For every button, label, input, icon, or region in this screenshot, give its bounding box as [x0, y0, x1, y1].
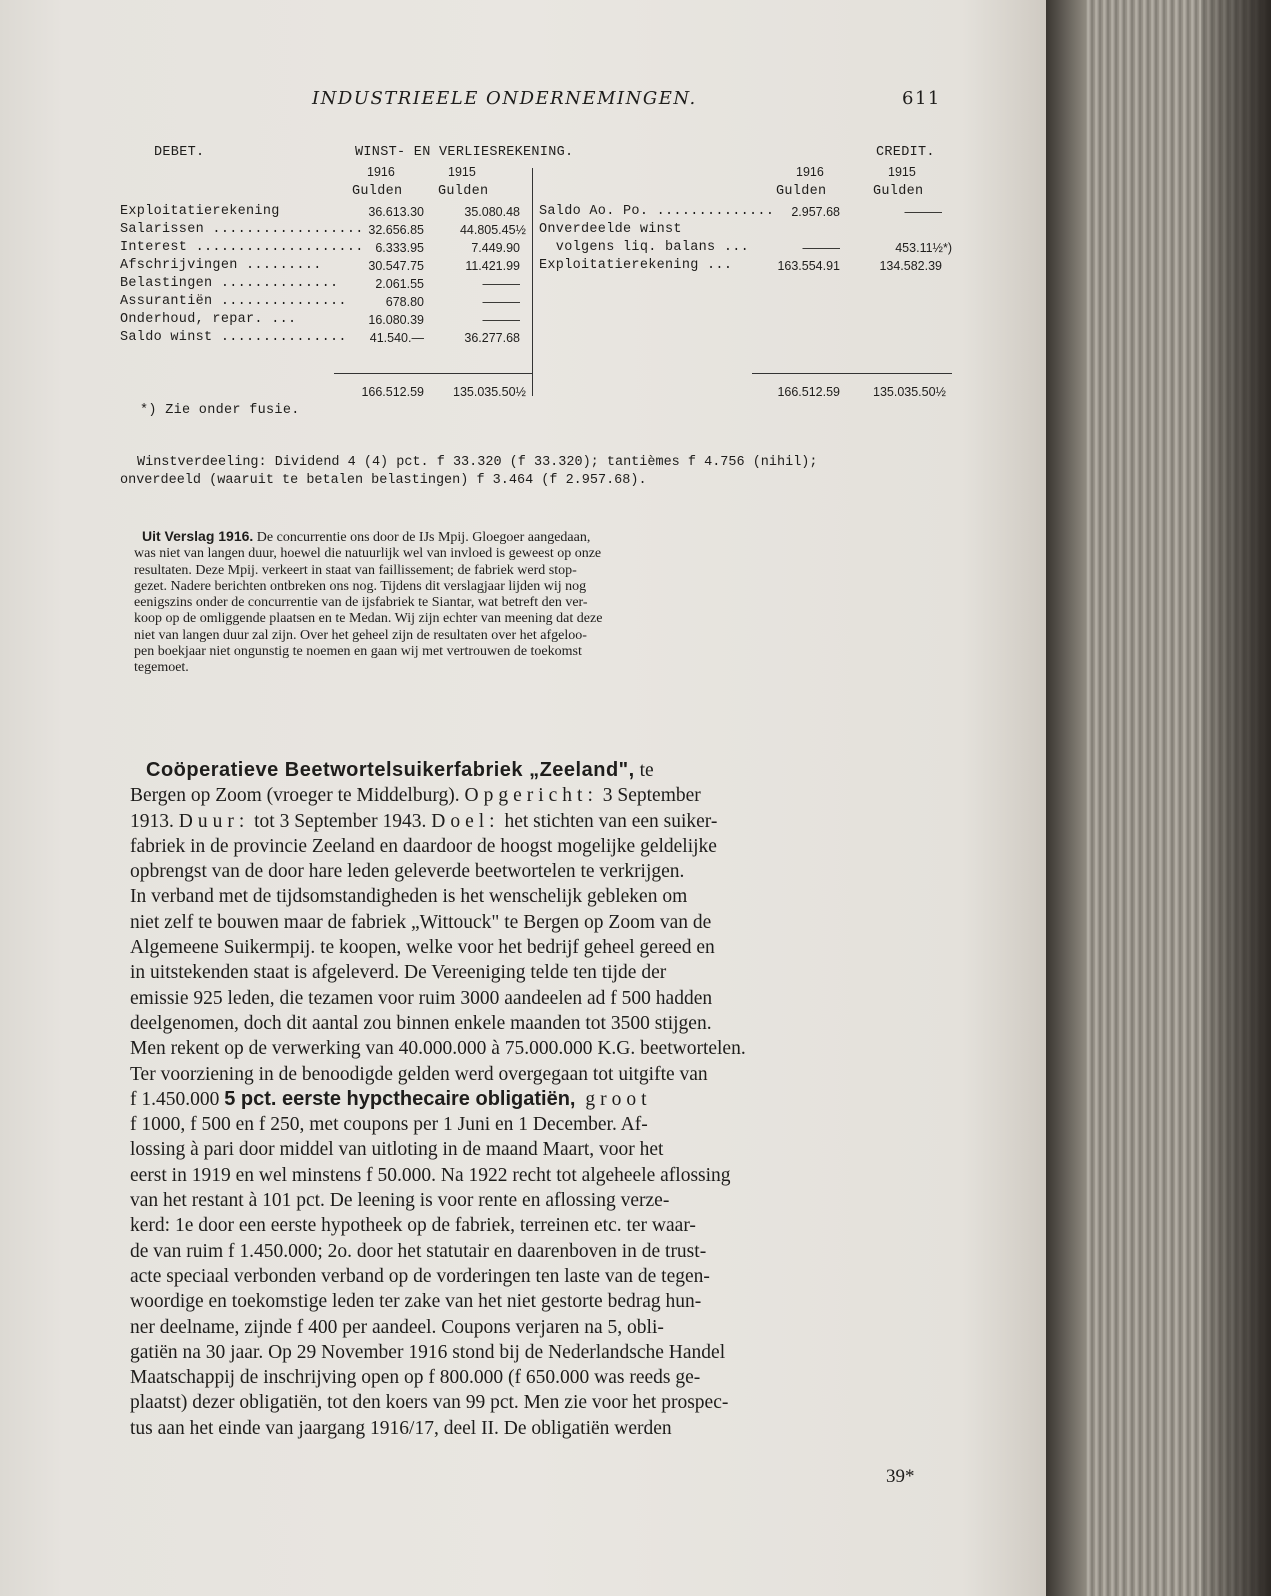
body-line: tus aan het einde van jaargang 1916/17, deel II. De obligatiën werden: [130, 1417, 672, 1439]
verslag-lead: Uit Verslag 1916.: [142, 528, 254, 544]
credit-row-label: Saldo Ao. Po. ..............: [539, 204, 775, 219]
text-run: Opgericht:: [464, 785, 598, 807]
debit-row-label: Belastingen ..............: [120, 276, 339, 291]
verslag-line: eenigszins onder de concurrentie van de ijsfabriek te Siantar, wat betreft den ver-: [134, 595, 588, 611]
debit-row-1915: 35.080.48: [464, 205, 520, 219]
body-line: de van ruim f 1.450.000; 2o. door het statutair en daarenboven in de trust-: [130, 1240, 707, 1262]
text-run: het stichten van een suiker-: [499, 810, 718, 832]
debit-row-1916: 30.547.75: [368, 259, 424, 273]
debit-row-label: Onderhoud, repar. ...: [120, 312, 297, 327]
verslag-line: niet van langen duur zal zijn. Over het geheel zijn de resultaten over het afgeloo-: [134, 627, 587, 643]
body-line: lossing à pari door middel van uitloting in de maand Maart, voor het: [130, 1139, 664, 1161]
col-year-1916: 1916: [367, 165, 395, 179]
credit-row-label: Onverdeelde winst: [539, 222, 682, 237]
account-title: WINST- EN VERLIESREKENING.: [355, 145, 574, 160]
text-run: te: [634, 760, 654, 781]
debit-row-1916: 2.061.55: [375, 277, 424, 291]
body-line: Maatschappij de inschrijving open op f 800.000 (f 650.000 was reeds ge-: [130, 1367, 701, 1389]
text-run: f 1.450.000: [130, 1088, 225, 1110]
credit-row-1916: 2.957.68: [791, 205, 840, 219]
credit-row-1915: ———: [904, 205, 942, 219]
body-line: deelgenomen, doch dit aantal zou binnen enkele maanden tot 3500 stijgen.: [130, 1012, 712, 1034]
text-run: 1913.: [130, 810, 179, 832]
col-currency: Gulden: [873, 184, 924, 199]
footnote: *) Zie onder fusie.: [140, 403, 300, 418]
body-line: Algemeene Suikermpij. te koopen, welke voor het bedrijf geheel gereed en: [130, 937, 715, 959]
debit-row-1915: ———: [482, 277, 520, 291]
body-line: Ter voorziening in de benoodigde gelden werd overgegaan tot uitgifte van: [130, 1063, 708, 1085]
credit-label: CREDIT.: [876, 145, 935, 160]
company-name: Coöperatieve Beetwortelsuikerfabriek „Zeeland",: [146, 759, 635, 781]
text-run: 3 September: [597, 785, 701, 807]
text-run: tot 3 September 1943.: [249, 810, 432, 832]
text-run: groot: [575, 1088, 652, 1110]
body-line: plaatst) dezer obligatiën, tot den koers van 99 pct. Men zie voor het prospec-: [130, 1392, 729, 1414]
body-line: niet zelf te bouwen maar de fabriek „Wittouck" te Bergen op Zoom van de: [130, 911, 712, 933]
body-line: Men rekent op de verwerking van 40.000.000 à 75.000.000 K.G. beetwortelen.: [130, 1038, 746, 1060]
body-line: acte speciaal verbonden verband op de vorderingen ten laste van de tegen-: [130, 1265, 710, 1287]
debit-row-1915: 11.421.99: [465, 259, 520, 273]
verslag-line: gezet. Nadere berichten ontbreken ons nog. Tijdens dit verslagjaar lijden wij nog: [134, 578, 587, 594]
body-line: in uitstekenden staat is afgeleverd. De Vereeniging telde ten tijde der: [130, 962, 667, 984]
debit-row-label: Afschrijvingen .........: [120, 258, 322, 273]
debit-label: DEBET.: [154, 145, 205, 160]
gutter-shadow: [1046, 0, 1086, 1596]
debit-row-1915: 7.449.90: [471, 241, 520, 255]
column-divider: [532, 168, 533, 396]
verslag-paragraph: [134, 528, 954, 677]
verslag-line: tegemoet.: [134, 660, 189, 676]
debit-row-1916: 32.656.85: [368, 223, 424, 237]
verslag-line: pen boekjaar niet ongunstig te noemen en gaan wij met vertrouwen de toekomst: [134, 644, 582, 660]
debit-row-1915: ———: [482, 313, 520, 327]
debit-total-1915: 135.035.50½: [453, 385, 526, 399]
debit-row-1916: 41.540.—: [369, 331, 424, 345]
debit-row-1916: 36.613.30: [368, 205, 424, 219]
col-year-1916: 1916: [796, 165, 824, 179]
debit-row-label: Interest ....................: [120, 240, 364, 255]
verslag-line: resultaten. Deze Mpij. verkeert in staat van faillissement; de fabriek werd stop-: [134, 562, 577, 578]
text-run: Doel:: [431, 810, 500, 832]
credit-row-1916: 163.554.91: [777, 259, 840, 273]
debit-row-1915: 44.805.45½: [459, 223, 526, 237]
body-line: kerd: 1e door een eerste hypotheek op de fabriek, terreinen etc. ter waar-: [130, 1215, 696, 1237]
body-line: ner deelname, zijnde f 400 per aandeel. Coupons verjaren na 5, obli-: [130, 1316, 664, 1338]
verslag-line: De concurrentie ons door de IJs Mpij. Gloegoer aangedaan,: [253, 530, 591, 545]
credit-row-1915: 453.11½*): [895, 241, 952, 255]
text-run: Bergen op Zoom (vroeger te Middelburg).: [130, 785, 465, 807]
credit-row-1915: 134.582.39: [879, 259, 942, 273]
debit-row-label: Exploitatierekening: [120, 204, 280, 219]
total-rule: [334, 373, 532, 374]
col-currency: Gulden: [438, 184, 489, 199]
body-line: f 1000, f 500 en f 250, met coupons per 1 Juni en 1 December. Af-: [130, 1114, 648, 1136]
credit-total-1916: 166.512.59: [777, 385, 840, 399]
body-line: emissie 925 leden, die tezamen voor ruim 3000 aandeelen ad f 500 hadden: [130, 987, 713, 1009]
debit-row-label: Saldo winst ...............: [120, 330, 347, 345]
winstverdeeling-line: onverdeeld (waaruit te betalen belastingen) f 3.464 (f 2.957.68).: [120, 473, 647, 488]
body-line: van het restant à 101 pct. De leening is voor rente en aflossing verze-: [130, 1190, 670, 1212]
page-edges: [1046, 0, 1271, 1596]
debit-row-1916: 6.333.95: [375, 241, 424, 255]
credit-total-1915: 135.035.50½: [873, 385, 946, 399]
winstverdeeling-line: Winstverdeeling: Dividend 4 (4) pct. f 33.320 (f 33.320); tantièmes f 4.756 (nihil);: [137, 455, 818, 470]
col-currency: Gulden: [776, 184, 827, 199]
debit-row-label: Assurantiën ...............: [120, 294, 347, 309]
debit-row-label: Salarissen ..................: [120, 222, 364, 237]
credit-row-1916: ———: [802, 241, 840, 255]
verslag-line: koop op de omliggende plaatsen en te Medan. Wij zijn echter van meening dat deze: [134, 611, 603, 627]
debit-row-1915: ———: [482, 295, 520, 309]
text-run: Duur:: [178, 810, 250, 832]
debit-row-1916: 16.080.39: [368, 313, 424, 327]
body-line: woordige en toekomstige leden ter zake van het niet gestorte bedrag hun-: [130, 1291, 702, 1313]
credit-row-label: Exploitatierekening ...: [539, 258, 733, 273]
body-line: eerst in 1919 en wel minstens f 50.000. Na 1922 recht tot algeheele aflossing: [130, 1164, 731, 1186]
debit-row-1915: 36.277.68: [464, 331, 520, 345]
running-title: INDUSTRIEELE ONDERNEMINGEN.: [312, 88, 697, 109]
body-line: In verband met de tijdsomstandigheden is het wenschelijk gebleken om: [130, 886, 688, 908]
col-year-1915: 1915: [888, 165, 916, 179]
page-number: 611: [902, 88, 941, 109]
edge-shadow: [1201, 0, 1271, 1596]
col-currency: Gulden: [352, 184, 403, 199]
debit-row-1916: 678.80: [385, 295, 424, 309]
body-line: fabriek in de provincie Zeeland en daardoor de hoogst mogelijke geldelijke: [130, 835, 717, 857]
verslag-line: was niet van langen duur, hoewel die natuurlijk wel van invloed is geweest op onze: [134, 546, 602, 562]
body-line: gatiën na 30 jaar. Op 29 November 1916 stond bij de Nederlandsche Handel: [130, 1341, 726, 1363]
body-line: opbrengst van de door hare leden geleverde beetwortelen te verkrijgen.: [130, 861, 685, 883]
company-section: [130, 758, 958, 1441]
credit-row-label: volgens liq. balans ...: [539, 240, 750, 255]
col-year-1915: 1915: [448, 165, 476, 179]
total-rule: [752, 373, 952, 374]
signature-mark: 39*: [886, 1466, 915, 1487]
debit-total-1916: 166.512.59: [361, 385, 424, 399]
bond-title: 5 pct. eerste hypcthecaire obligatiën,: [224, 1087, 576, 1110]
